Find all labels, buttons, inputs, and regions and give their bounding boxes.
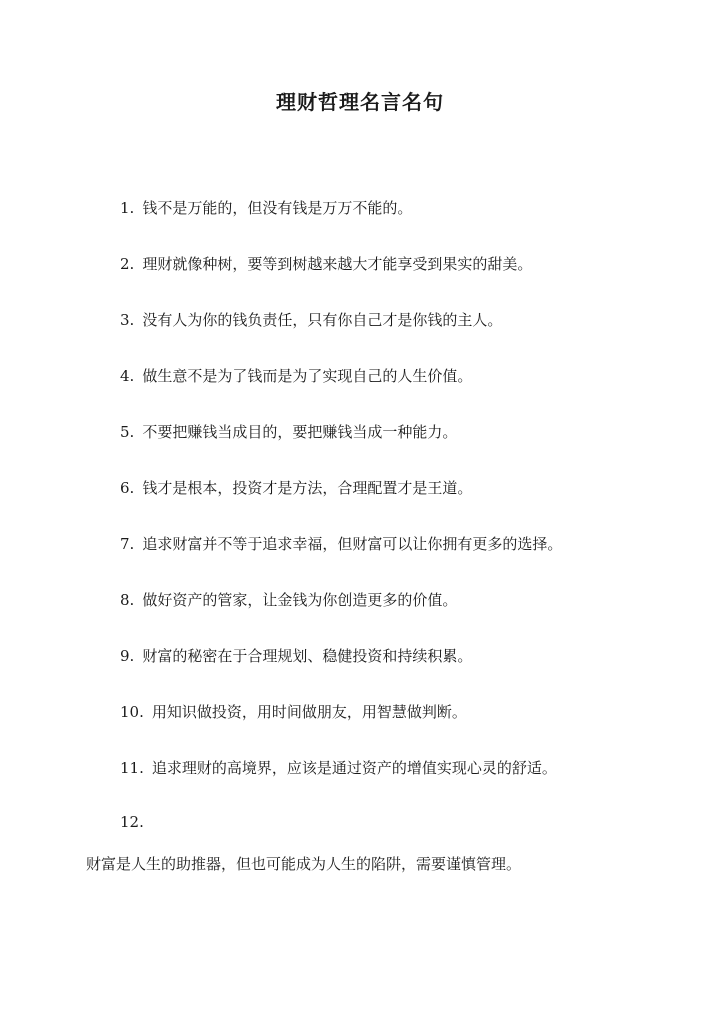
quote-number: 9. <box>120 647 135 665</box>
quote-number: 1. <box>120 199 135 217</box>
quote-text: 钱才是根本，投资才是方法，合理配置才是王道。 <box>142 479 473 497</box>
quote-number: 5. <box>120 423 135 441</box>
quote-item <box>120 194 700 250</box>
quote-number: 8. <box>120 591 135 609</box>
quote-text: 钱不是万能的，但没有钱是万万不能的。 <box>142 199 413 217</box>
quote-item <box>120 418 700 474</box>
quote-item <box>120 250 700 306</box>
quote-item <box>120 754 700 810</box>
quote-item <box>120 642 700 698</box>
quote-number: 2. <box>120 255 135 273</box>
quote-text: 没有人为你的钱负责任，只有你自己才是你钱的主人。 <box>142 311 503 329</box>
quote-number: 6. <box>120 479 135 497</box>
quote-text: 做好资产的管家，让金钱为你创造更多的价值。 <box>142 591 458 609</box>
quote-number: 11. <box>120 759 144 777</box>
quote-text: 追求财富并不等于追求幸福，但财富可以让你拥有更多的选择。 <box>142 535 563 553</box>
quote-number: 4. <box>120 367 135 385</box>
quote-text: 做生意不是为了钱而是为了实现自己的人生价值。 <box>142 367 473 385</box>
quote-item <box>120 362 700 418</box>
quote-item <box>120 698 700 754</box>
quote-item <box>120 530 700 586</box>
quote-text: 追求理财的高境界，应该是通过资产的增值实现心灵的舒适。 <box>151 759 557 777</box>
quote-number-last: 12. <box>120 813 144 831</box>
quote-item <box>120 474 700 530</box>
quote-text: 不要把赚钱当成目的，要把赚钱当成一种能力。 <box>142 423 458 441</box>
document-title: 理财哲理名言名句 <box>276 90 444 114</box>
quote-item <box>120 586 700 642</box>
quote-number: 10. <box>120 703 144 721</box>
quote-text: 理财就像种树，要等到树越来越大才能享受到果实的甜美。 <box>142 255 533 273</box>
quote-text: 财富的秘密在于合理规划、稳健投资和持续积累。 <box>142 647 473 665</box>
quote-number: 7. <box>120 535 135 553</box>
quote-number: 3. <box>120 311 135 329</box>
quote-text: 用知识做投资，用时间做朋友，用智慧做判断。 <box>151 703 467 721</box>
quote-text-last: 财富是人生的助推器，但也可能成为人生的陷阱，需要谨慎管理。 <box>86 855 522 873</box>
quote-item <box>120 306 700 362</box>
quote-list <box>120 194 700 810</box>
